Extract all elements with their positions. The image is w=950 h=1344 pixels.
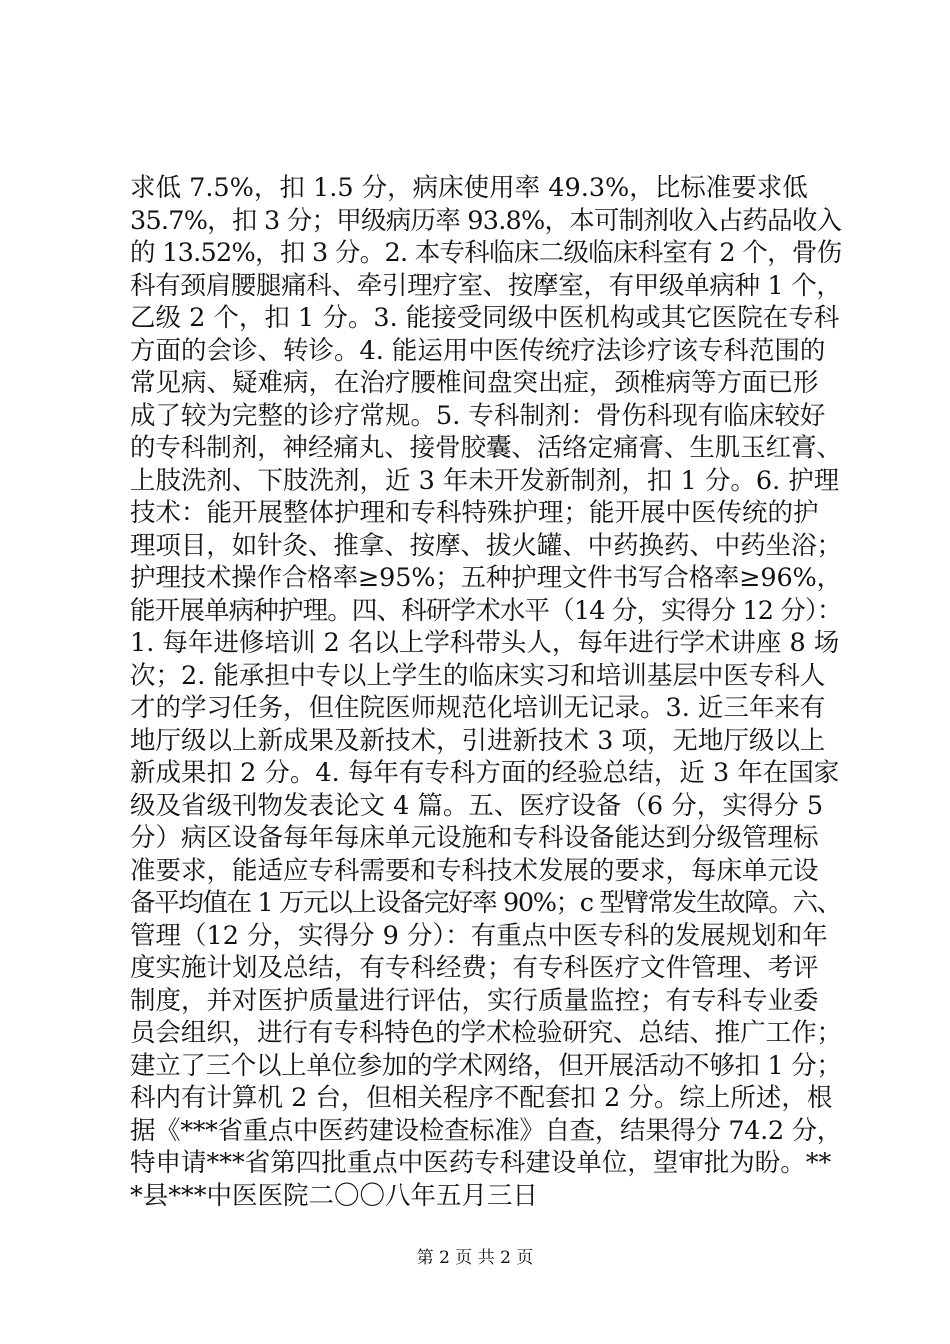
text-line: 理项目，如针灸、推拿、按摩、拔火罐、中药换药、中药坐浴； [130,530,842,561]
text-line: 员会组织，进行有专科特色的学术检验研究、总结、推广工作； [130,1018,842,1048]
text-line: 35.7%，扣 3 分；甲级病历率 93.8%，本可制剂收入占药品收入 [130,205,842,236]
text-line: 级及省级刊物发表论文 4 篇。五、医疗设备（6 分，实得分 5 [130,790,824,821]
text-line: 新成果扣 2 分。4. 每年有专科方面的经验总结，近 3 年在国家 [130,758,840,788]
text-line: 准要求，能适应专科需要和专科技术发展的要求，每床单元设 [130,855,819,886]
text-line: 能开展单病种护理。四、科研学术水平（14 分，实得分 12 分）： [130,595,842,626]
text-line: 求低 7.5%，扣 1.5 分，病床使用率 49.3%，比标准要求低 [130,173,808,203]
text-line: 技术：能开展整体护理和专科特殊护理；能开展中医传统的护 [130,498,819,528]
text-line: 的 13.52%，扣 3 分。2. 本专科临床二级临床科室有 2 个，骨伤 [130,238,842,268]
text-line: 备平均值在 1 万元以上设备完好率 90%；c 型臂常发生故障。六、 [130,888,841,918]
text-line: 方面的会诊、转诊。4. 能运用中医传统疗法诊疗该专科范围的 [130,335,826,366]
page-footer: 第 2 页 共 2 页 [416,1248,534,1268]
text-line: 才的学习任务，但住院医师规范化培训无记录。3. 近三年来有 [130,693,826,723]
text-line: 科内有计算机 2 台，但相关程序不配套扣 2 分。综上所述，根 [130,1083,833,1113]
body-text [130,172,842,1212]
text-line: 次；2. 能承担中专以上学生的临床实习和培训基层中医专科人 [130,660,826,691]
text-line: 据《***省重点中医药建设检查标准》自查，结果得分 74.2 分， [130,1115,842,1146]
text-line: 护理技术操作合格率≥95%；五种护理文件书写合格率≥96%， [130,563,842,593]
text-line: 上肢洗剂、下肢洗剂，近 3 年未开发新制剂，扣 1 分。6. 护理 [130,465,840,496]
text-line: 制度，并对医护质量进行评估，实行质量监控；有专科专业委 [130,985,819,1016]
text-line: 乙级 2 个，扣 1 分。3. 能接受同级中医机构或其它医院在专科 [130,303,840,333]
text-line: 度实施计划及总结，有专科经费；有专科医疗文件管理、考评 [130,953,819,983]
text-line: 常见病、疑难病，在治疗腰椎间盘突出症，颈椎病等方面已形 [130,368,819,398]
text-line: 分）病区设备每年每床单元设施和专科设备能达到分级管理标 [130,823,819,853]
text-line: 管理（12 分，实得分 9 分）：有重点中医专科的发展规划和年 [130,920,828,951]
text-line: 特申请***省第四批重点中医药专科建设单位，望审批为盼。** [130,1148,832,1178]
text-line: 科有颈肩腰腿痛科、牵引理疗室、按摩室，有甲级单病种 1 个， [130,270,842,301]
text-line: 地厅级以上新成果及新技术，引进新技术 3 项，无地厅级以上 [130,725,826,756]
text-line: 1. 每年进修培训 2 名以上学科带头人，每年进行学术讲座 8 场 [130,628,840,658]
text-line: 的专科制剂，神经痛丸、接骨胶囊、活络定痛膏、生肌玉红膏、 [130,433,842,463]
text-line: *县***中医医院二〇〇八年五月三日 [130,1180,539,1211]
text-line: 成了较为完整的诊疗常规。5. 专科制剂：骨伤科现有临床较好 [130,400,826,431]
text-line: 建立了三个以上单位参加的学术网络，但开展活动不够扣 1 分； [130,1050,842,1081]
